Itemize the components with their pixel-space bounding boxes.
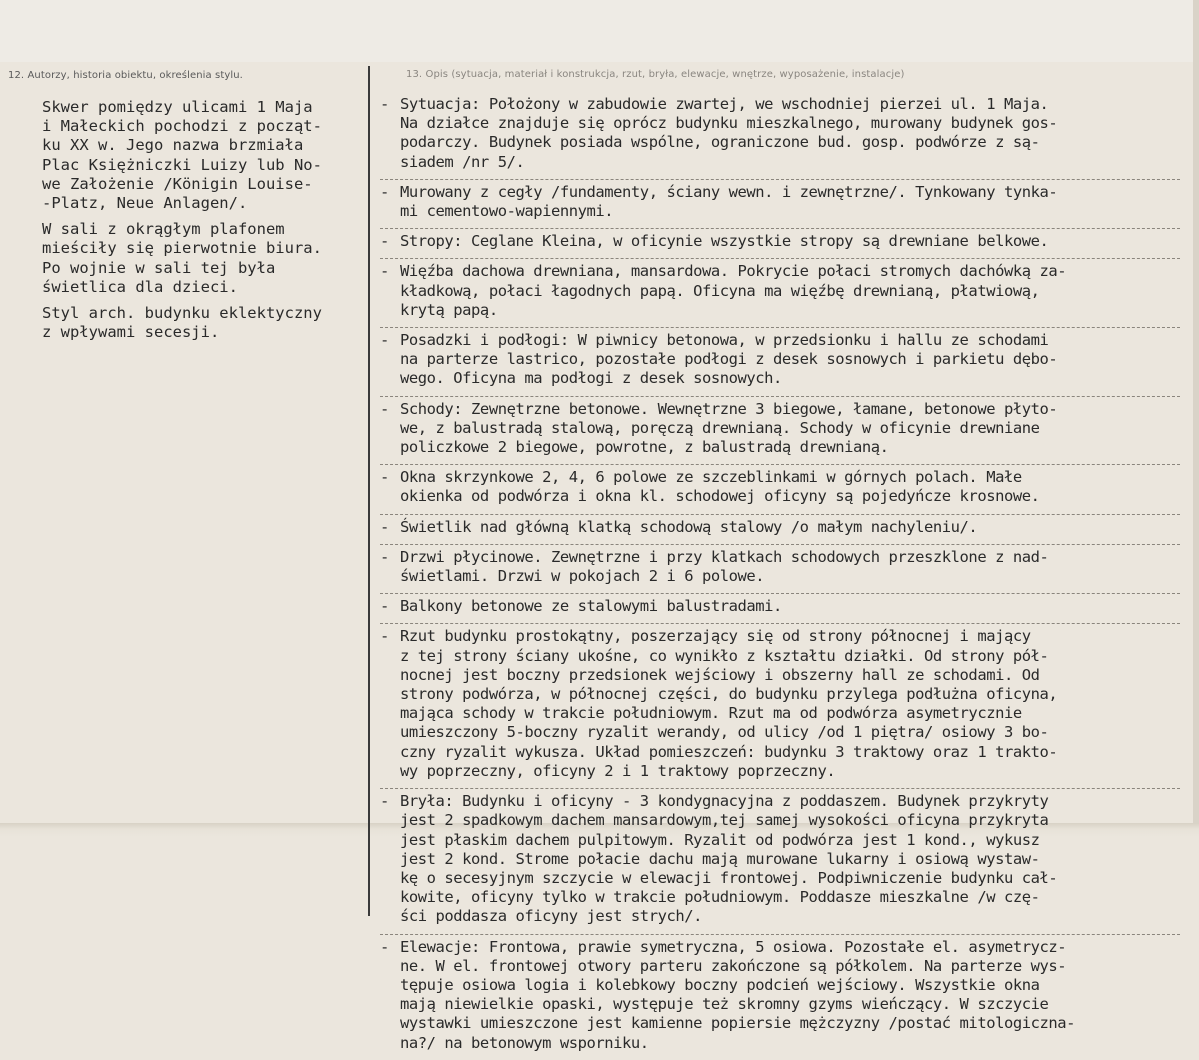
bullet-dash: - [380,182,390,201]
description-item-massing [380,788,1180,926]
description-item-situation [380,95,1180,172]
bullet-dash: - [380,597,390,616]
description-text: Sytuacja: Położony w zabudowie zwartej, we wschodniej pierzei ul. 1 Maja. Na działce znajduje się oprócz budynku mieszkalnego, murowany budynek gos- podarczy. Budynek posiada wspólne, ograniczone bud. gosp. podwórze z są- siadem /nr 5/. [400,95,1058,171]
bullet-dash: - [380,232,390,251]
description-item-elevations [380,934,1180,1053]
bullet-dash: - [380,399,390,418]
history-paragraph: Skwer pomiędzy ulicami 1 Maja i Małeckich pochodzi z począt- ku XX w. Jego nazwa brzmiała Plac Księżniczki Luizy lub No- we Założenie /Königin Louise- -Platz, Neue Anlagen/. [42,98,322,213]
bullet-dash: - [380,517,390,536]
description-item-stairs [380,396,1180,458]
description-column [380,95,1180,1060]
description-text: Elewacje: Frontowa, prawie symetryczna, 5 osiowa. Pozostałe el. asymetrycz- ne. W el. frontowej otwory parteru zakończone są półkolem. Na parterze wys- tępuje osiowa logia i kolebkowy boczny podcień wejściowy. Wszystkie okna mają niewielkie opaski, występuje też skromny gzyms wieńczący. W szczycie wystawki umieszczone jest kamienne popiersie mężczyzny /postać mitologiczna- na?/ na betonowym wsporniku. [400,937,1076,1052]
bullet-dash: - [380,547,390,566]
description-text: Bryła: Budynku i oficyny - 3 kondygnacyjna z poddaszem. Budynek przykryty jest 2 spadkowym dachem mansardowym,tej samej wysokości oficyna przykryta jest płaskim dachem pulpitowym. Ryzalit od podwórza jest 1 kond., wykusz jest 2 kond. Strome połacie dachu mają murowane lukarny i osiową wystaw- kę o secesyjnym szczycie w elewacji frontowej. Podpiwniczenie budynku cał- kowite, oficyny tylko w trakcie południowym. Poddasze mieszkalne /w czę- ści poddasza oficyny jest strych/. [400,792,1058,926]
description-item-roof [380,258,1180,320]
description-text: Balkony betonowe ze stalowymi balustradami. [400,597,782,616]
bullet-dash: - [380,468,390,487]
description-item-ceilings [380,228,1180,251]
bullet-dash: - [380,262,390,281]
bullet-dash: - [380,331,390,350]
description-text: Drzwi płycinowe. Zewnętrzne i przy klatkach schodowych przeszklone z nad- świetlami. Drzwi w pokojach 2 i 6 polowe. [400,547,1049,586]
description-item-plan [380,623,1180,781]
description-item-balconies [380,593,1180,616]
history-paragraph: W sali z okrągłym plafonem mieściły się pierwotnie biura. Po wojnie w sali tej była świetlica dla dzieci. [42,220,322,296]
description-text: Świetlik nad główną klatką schodową stalowy /o małym nachyleniu/. [400,517,978,536]
description-item-material [380,179,1180,221]
column-divider [368,66,370,916]
style-paragraph: Styl arch. budynku eklektyczny z wpływami secesji. [42,304,322,342]
section-12-header: 12. Autorzy, historia obiektu, określenia stylu. [8,70,243,81]
description-item-windows [380,464,1180,506]
section-13-header: 13. Opis (sytuacja, materiał i konstrukcja, rzut, bryła, elewacje, wnętrze, wyposażenie, instalacje) [406,69,905,80]
page-right-edge [1193,0,1199,918]
description-item-doors [380,544,1180,586]
bullet-dash: - [380,627,390,646]
description-text: Okna skrzynkowe 2, 4, 6 polowe ze szczeblinkami w górnych polach. Małe okienka od podwórza i okna kl. schodowej oficyny są pojedyńcze krosnowe. [400,468,1040,506]
description-text: Więźba dachowa drewniana, mansardowa. Pokrycie połaci stromych dachówką za- kładkową, połaci łagodnych papą. Oficyna ma więźbę drewnianą, płatwiową, krytą papą. [400,262,1067,319]
description-text: Rzut budynku prostokątny, poszerzający się od strony północnej i mający z tej strony ściany ukośne, co wynikło z kształtu działki. Od strony pół- nocnej jest boczny przedsionek wejściowy i obszerny hall ze schodami. Od strony podwórza, w północnej części, do budynku przylega podłużna oficyna, mająca schody w trakcie południowym. Rzut ma od podwórza asymetrycznie umieszczony 5-boczny ryzalit werandy, od ulicy /od 1 piętra/ osiowy 3 bo- czny ryzalit wykusza. Układ pomieszczeń: budynku 3 traktowy oraz 1 trakto- wy poprzeczny, oficyny 2 i 1 traktowy poprzeczny. [400,627,1058,780]
bullet-dash: - [380,792,390,811]
description-text: Stropy: Ceglane Kleina, w oficynie wszystkie stropy są drewniane belkowe. [400,232,1049,251]
description-item-skylight [380,514,1180,537]
history-column [42,98,358,349]
form-top-band [0,0,1199,62]
description-text: Schody: Zewnętrzne betonowe. Wewnętrzne 3 biegowe, łamane, betonowe płyto- we, z balustradą stalową, poręczą drewnianą. Schody w oficynie drewniane policzkowe 2 biegowe, powrotne, z balustradą drewnianą. [400,399,1058,457]
bullet-dash: - [380,95,390,113]
description-text: Posadzki i podłogi: W piwnicy betonowa, w przedsionku i hallu ze schodami na parterze lastrico, pozostałe podłogi z desek sosnowych i parkietu dębo- wego. Oficyna ma podłogi z desek sosnowych. [400,331,1058,388]
bullet-dash: - [380,937,390,956]
description-item-floors [380,327,1180,389]
description-text: Murowany z cegły /fundamenty, ściany wewn. i zewnętrzne/. Tynkowany tynka- mi cementowo-wapiennymi. [400,182,1058,221]
